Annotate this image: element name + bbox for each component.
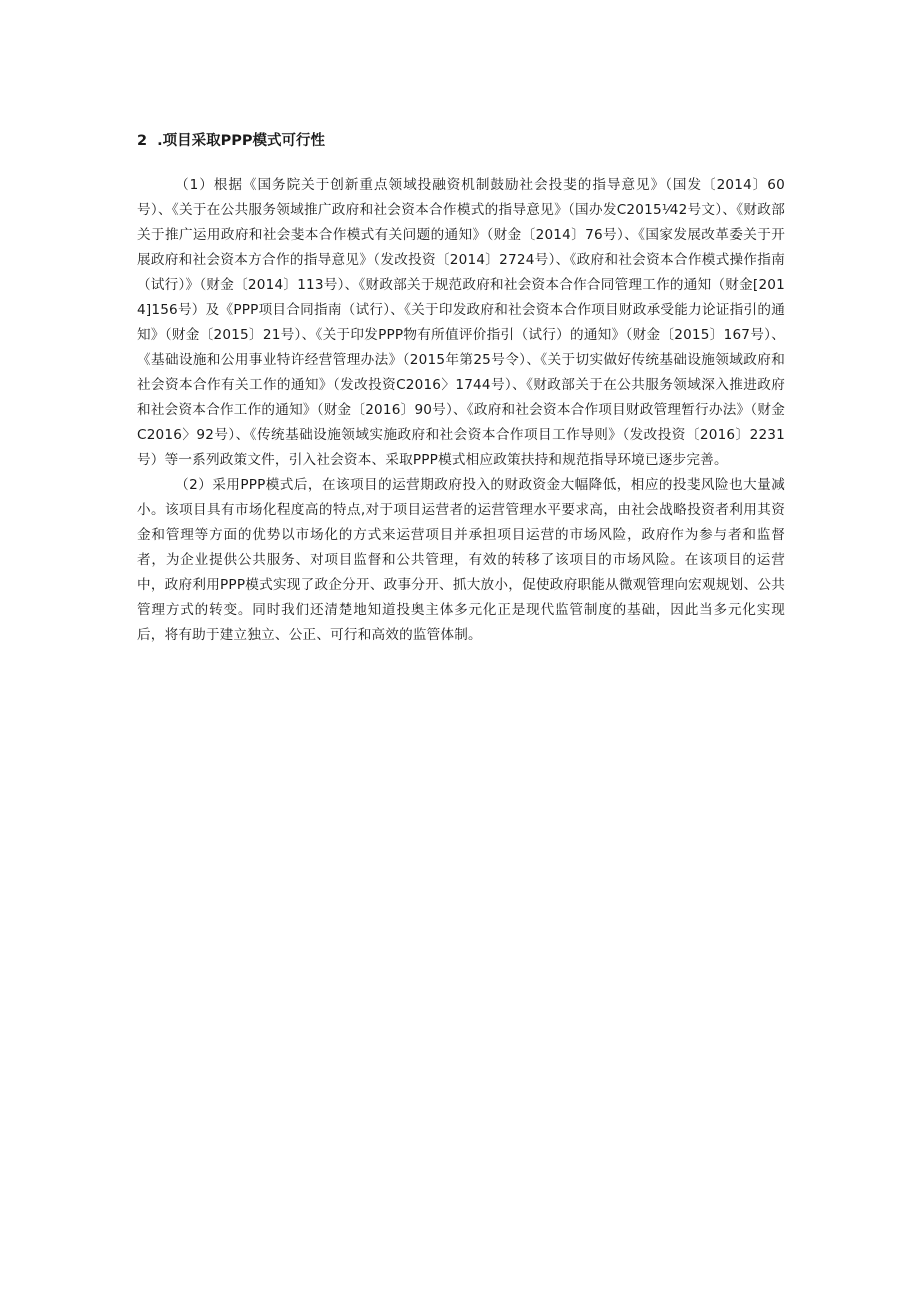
section-title: .项目采取PPP模式可行性 [157, 133, 325, 149]
section-heading [137, 128, 785, 154]
paragraph-policy-basis: （1）根据《国务院关于创新重点领域投融资机制鼓励社会投斐的指导意见》（国发〔2014〕60号）、《关于在公共服务领域推广政府和社会资本合作模式的指导意见》（国办发C2015⅟42号文）、《财政部关于推广运用政府和社会斐本合作模式有关问题的通知》（财金〔2014〕76号）、《国家发展改革委关于开展政府和社会资本方合作的指导意见》（发改投资〔2014〕2724号）、《政府和社会资本合作模式操作指南（试行）》（财金〔2014〕113号）、《财政部关于规范政府和社会资本合作合同管理工作的通知（财金[2014]156号）及《PPP项目合同指南（试行）、《关于印发政府和社会资本合作项目财政承受能力论证指引的通知》（财金〔2015〕21号）、《关于印发PPP物有所值评价指引（试行）的通知》（财金〔2015〕167号）、《基础设施和公用事业特许经营管理办法》（2015年第25号令）、《关于切实做好传统基础设施领域政府和社会资本合作有关工作的通知》（发改投资C2016〉1744号）、《财政部关于在公共服务领域深入推进政府和社会资本合作工作的通知》（财金〔2016〕90号）、《政府和社会资本合作项目财政管理暂行办法》（财金C2016〉92号）、《传统基础设施领域实施政府和社会资本合作项目工作导则》（发改投资〔2016〕2231号）等一系列政策文件，引入社会资本、采取PPP模式相应政策扶持和规范指导环境已逐步完善。 [137, 177, 785, 468]
document-body [137, 128, 785, 648]
section-number: 2 [137, 133, 148, 149]
paragraph-ppp-benefits: （2）采用PPP模式后，在该项目的运营期政府投入的财政资金大幅降低，相应的投斐风险也大量减小。该项目具有市场化程度高的特点,对于项目运营者的运营管理水平要求高，由社会战略投资者利用其资金和管理等方面的优势以市场化的方式来运营项目并承担项目运营的市场风险，政府作为参与者和监督者，为企业提供公共服务、对项目监督和公共管理，有效的转移了该项目的市场风险。在该项目的运营中，政府利用PPP模式实现了政企分开、政事分开、抓大放小，促使政府职能从微观管理向宏观规划、公共管理方式的转变。同时我们还清楚地知道投奥主体多元化正是现代监管制度的基础，因此当多元化实现后，将有助于建立独立、公正、可行和高效的监管体制。 [137, 477, 785, 643]
